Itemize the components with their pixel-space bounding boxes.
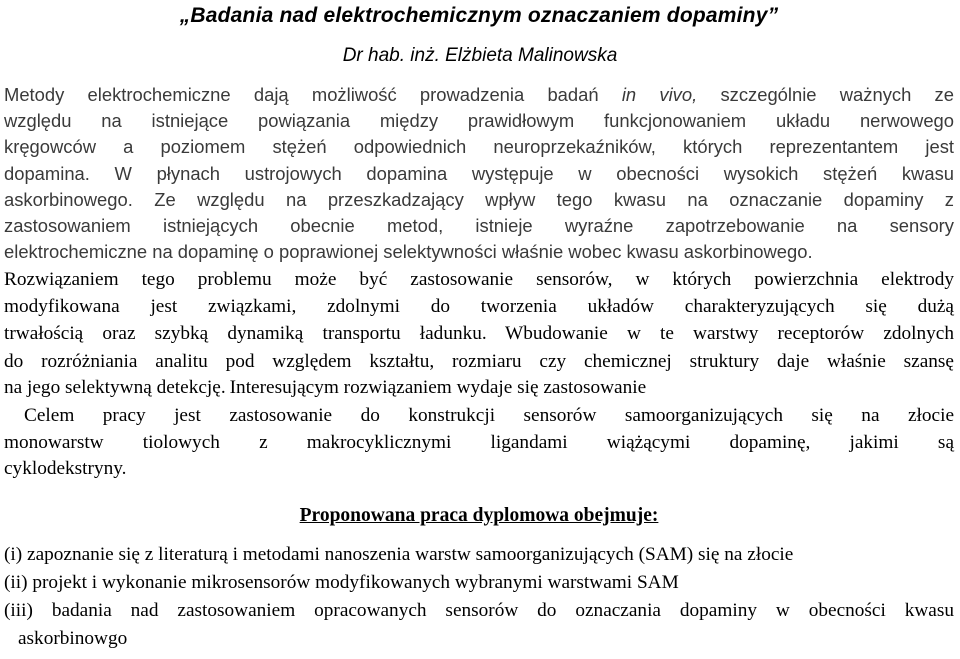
intro-line-1-end: szczególnie ważnych ze <box>720 84 954 105</box>
goal-paragraph <box>4 403 954 483</box>
intro-line-1 <box>4 82 954 108</box>
intro-line-4: dopamina. W płynach ustrojowych dopamina występuje w obecności wysokich stężeń kwasu <box>4 162 954 184</box>
in-vivo-text: in vivo, <box>621 84 698 105</box>
scope-item-2: (ii) projekt i wykonanie mikrosensorów modyfikowanych wybranymi warstwami SAM <box>4 572 679 594</box>
intro-line-3: kręgowców a poziomem stężeń odpowiednich neuroprzekaźników, których reprezentantem jest <box>4 136 954 158</box>
document-body <box>4 0 954 653</box>
scope-list <box>4 541 954 653</box>
solution-line-3-start: trwałością oraz szybką dynamiką transportu ładunku. <box>4 322 487 344</box>
author-line: Dr hab. inż. Elżbieta Malinowska <box>342 45 618 66</box>
intro-line-5-end: Ze względu na przeszkadzający wpływ tego kwasu na oznaczanie dopaminy z <box>154 188 954 210</box>
intro-line-2: względu na istniejące powiązania między prawidłowym funkcjonowaniem układu nerwowego <box>4 110 954 132</box>
scope-item-3-continuation: askorbinowgo <box>18 628 128 650</box>
solution-line-2: modyfikowana jest związkami, zdolnymi do tworzenia układów charakteryzujących się dużą <box>4 296 954 318</box>
scope-heading: Proponowana praca dyplomowa obejmuje: <box>299 505 659 527</box>
solution-line-5 <box>4 375 954 403</box>
goal-line-2: monowarstw tiolowych z makrocyklicznymi ligandami wiążącymi dopaminę, jakimi są <box>4 431 954 453</box>
intro-line-7: elektrochemiczne na dopaminę o poprawionej selektywności właśnie wobec kwasu askorbinowego. <box>4 241 813 263</box>
solution-line-1: Rozwiązaniem tego problemu może być zastosowanie sensorów, w których powierzchnia elektrody <box>4 269 954 291</box>
goal-line-1: Celem pracy jest zastosowanie do konstrukcji sensorów samoorganizujących się na złocie <box>24 404 954 426</box>
solution-line-3 <box>4 321 954 349</box>
solution-paragraph <box>4 267 954 403</box>
intro-paragraph <box>4 82 954 265</box>
goal-line-3: cyklodekstryny. <box>4 458 127 480</box>
solution-line-5-start: na jego selektywną detekcję. <box>4 377 226 399</box>
scope-item-3: (iii) badania nad zastosowaniem opracowanych sensorów do oznaczania dopaminy w obecności kwasu <box>4 600 954 622</box>
document-title: „Badania nad elektrochemicznym oznaczaniem dopaminy” <box>179 4 779 27</box>
intro-line-1-text: Metody elektrochemiczne dają możliwość prowadzenia badań <box>4 84 599 105</box>
intro-line-5 <box>4 187 954 213</box>
intro-line-5-start: askorbinowego. <box>4 188 133 210</box>
solution-line-5-end: Interesującym rozwiązaniem wydaje się zastosowanie <box>229 377 647 399</box>
scope-item-1: (i) zapoznanie się z literaturą i metodami nanoszenia warstw samoorganizujących (SAM) się na złocie <box>4 544 794 566</box>
solution-line-4: do rozróżniania analitu pod względem kształtu, rozmiaru czy chemicznej struktury daje właśnie szansę <box>4 350 954 372</box>
solution-line-3-end: Wbudowanie w te warstwy receptorów zdolnych <box>505 322 954 344</box>
intro-line-6: zastosowaniem istniejących obecnie metod, istnieje wyraźne zapotrzebowanie na sensory <box>4 215 954 237</box>
